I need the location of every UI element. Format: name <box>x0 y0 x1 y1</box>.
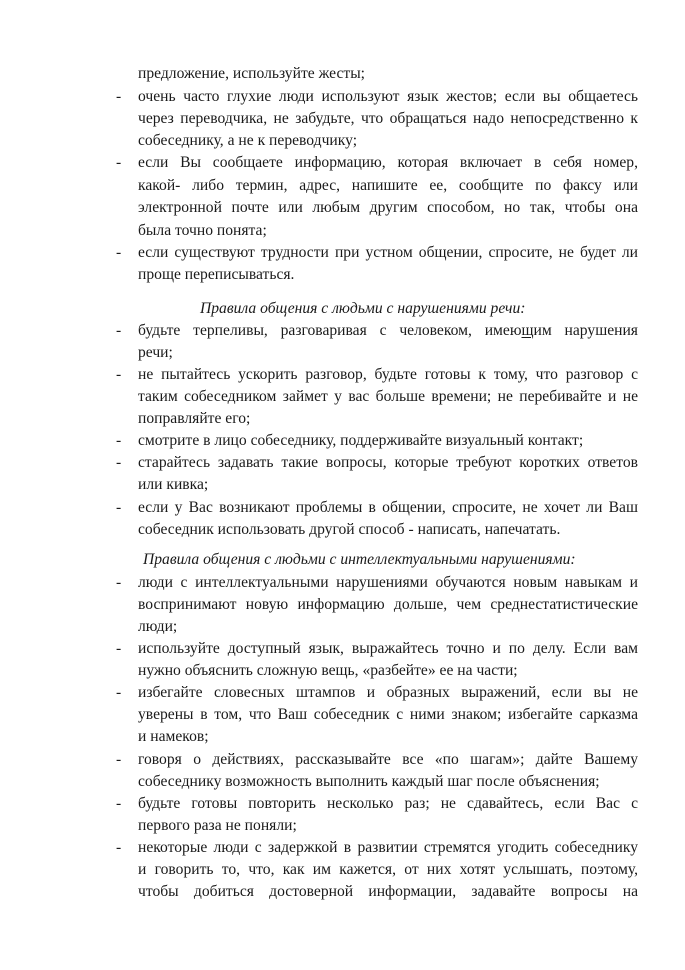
list-item-line: таким собеседником займет у вас больше времени; не перебивайте и не <box>138 388 638 405</box>
list-item-line: люди; <box>138 618 178 635</box>
bullet-dash: - <box>116 684 122 701</box>
list-item-line: через переводчика, не забудьте, что обращаться надо непосредственно к <box>138 110 638 127</box>
list-item-line: и намеков; <box>138 728 209 745</box>
underlined-letter: щ <box>521 322 534 339</box>
bullet-dash: - <box>116 499 122 516</box>
paragraph-line: предложение, используйте жесты; <box>138 65 366 82</box>
list-item-line: нужно объяснить сложную вещь, «разбейте» ее на части; <box>138 662 518 679</box>
list-item-line: уверены в том, что Ваш собеседник с ними знаком; избегайте сарказма <box>138 706 638 723</box>
list-item-line: если существуют трудности при устном общении, спросите, не будет ли <box>138 244 638 261</box>
list-item-line: чтобы добиться достоверной информации, задавайте вопросы на <box>138 883 638 900</box>
list-item-line: если у Вас возникают проблемы в общении, спросите, не хочет ли Ваш <box>138 499 638 516</box>
bullet-dash: - <box>116 244 122 261</box>
list-item-line: была точно понята; <box>138 222 267 239</box>
list-item-line: поправляйте его; <box>138 410 251 427</box>
list-item-line: будьте готовы повторить несколько раз; не сдавайтесь, если Вас с <box>138 795 638 812</box>
list-item-line: не пытайтесь ускорить разговор, будьте готовы к тому, что разговор с <box>138 366 638 383</box>
bullet-dash: - <box>116 432 122 449</box>
list-item-line: собеседнику, а не к переводчику; <box>138 132 358 149</box>
section-heading-intellect: Правила общения с людьми с интеллектуальными нарушениями: <box>143 551 576 568</box>
bullet-dash: - <box>116 366 122 383</box>
list-item-line: говоря о действиях, рассказывайте все «по шагам»; дайте Вашему <box>138 751 638 768</box>
list-item-line: и говорить то, что, как им кажется, от них хотят услышать, поэтому, <box>138 861 638 878</box>
bullet-dash: - <box>116 154 122 171</box>
list-item-line: смотрите в лицо собеседнику, поддерживайте визуальный контакт; <box>138 432 584 449</box>
bullet-dash: - <box>116 454 122 471</box>
text-fragment: будьте терпеливы, разговаривая с человеком, имею <box>138 322 522 339</box>
list-item-line: воспринимают новую информацию дольше, чем среднестатистические <box>138 596 638 613</box>
list-item-line: первого раза не поняли; <box>138 817 297 834</box>
list-item-line: если Вы сообщаете информацию, которая включает в себя номер, <box>138 154 638 171</box>
list-item-line: некоторые люди с задержкой в развитии стремятся угодить собеседнику <box>138 839 638 856</box>
list-item-line: собеседник использовать другой способ - написать, напечатать. <box>138 521 561 538</box>
list-item-line <box>138 320 638 342</box>
section-heading-speech: Правила общения с людьми с нарушениями речи: <box>200 300 526 317</box>
bullet-dash: - <box>116 574 122 591</box>
list-item-line: речи; <box>138 344 173 361</box>
bullet-dash: - <box>116 640 122 657</box>
list-item-line: электронной почте или любым другим способом, но так, чтобы она <box>138 199 638 216</box>
list-item-line: или кивка; <box>138 476 209 493</box>
list-item-line: используйте доступный язык, выражайтесь точно и по делу. Если вам <box>138 640 638 657</box>
bullet-dash: - <box>116 839 122 856</box>
list-item-line: какой- либо термин, адрес, напишите ее, сообщите по факсу или <box>138 177 638 194</box>
list-item-line: старайтесь задавать такие вопросы, которые требуют коротких ответов <box>138 454 638 471</box>
bullet-dash: - <box>116 88 122 105</box>
list-item-line: собеседнику возможность выполнить каждый шаг после объяснения; <box>138 773 600 790</box>
list-item-line: очень часто глухие люди используют язык жестов; если вы общаетесь <box>138 88 638 105</box>
bullet-dash: - <box>116 322 122 339</box>
list-item-line: избегайте словесных штампов и образных выражений, если вы не <box>138 684 638 701</box>
bullet-dash: - <box>116 795 122 812</box>
bullet-dash: - <box>116 751 122 768</box>
list-item-line: проще переписываться. <box>138 266 295 283</box>
list-item-line: люди с интеллектуальными нарушениями обучаются новым навыкам и <box>138 574 638 591</box>
text-fragment: им нарушения <box>533 322 638 339</box>
